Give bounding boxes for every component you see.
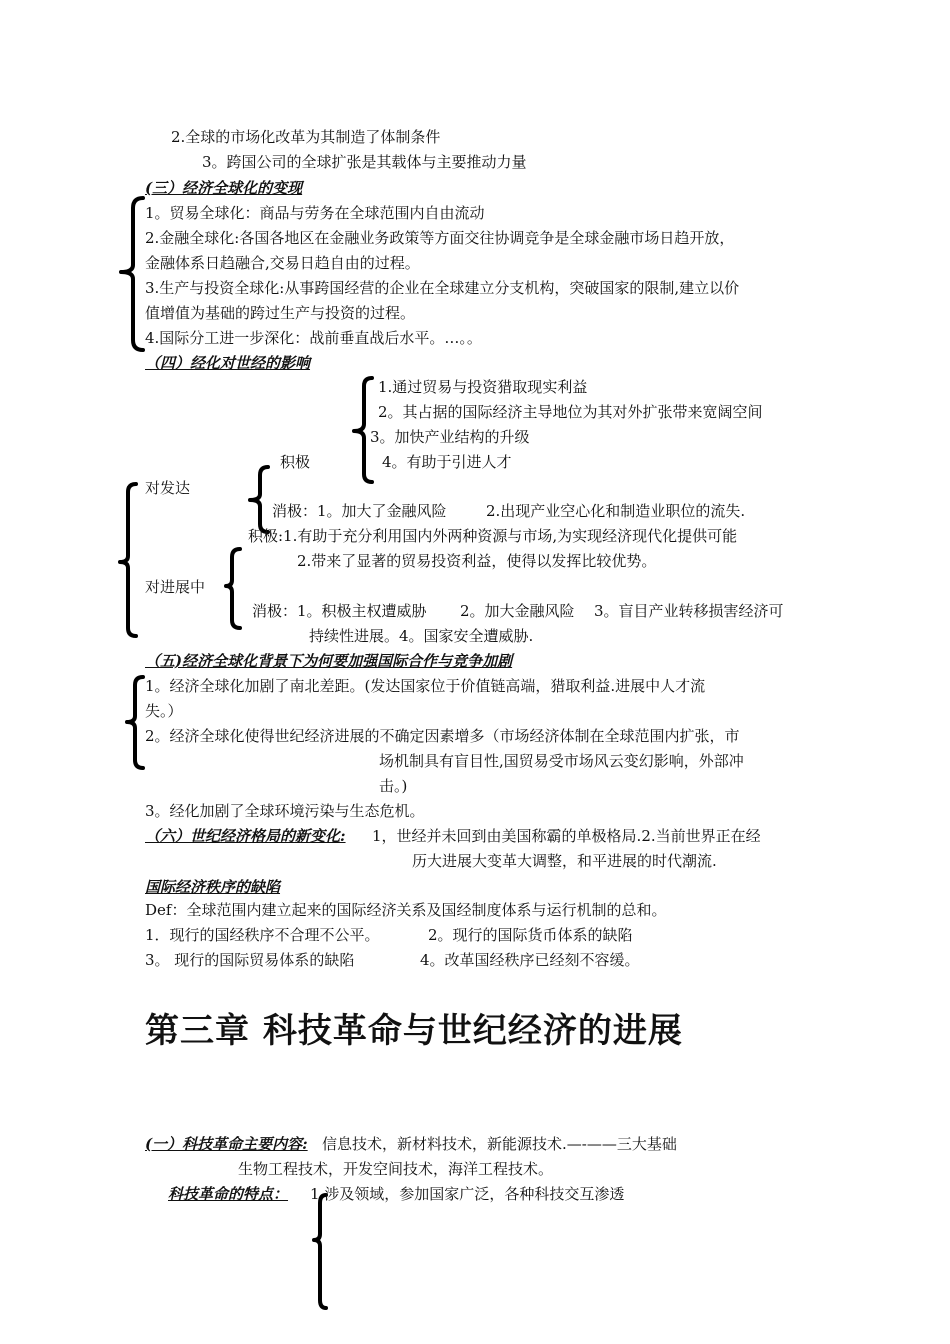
s5-uncertainty-a: 2。经济全球化使得世纪经济进展的不确定因素增多（市场经济体制在全球范围内扩张，市	[145, 727, 740, 745]
order-item-4: 4。改革国经秩序已经刻不容缓。	[420, 951, 640, 969]
s5-gap-b: 失。）	[145, 702, 183, 720]
developing-negative-3: 3。盲目产业转移损害经济可	[594, 602, 784, 620]
s5-gap-a: 1。经济全球化加剧了南北差距。(发达国家位于价值链高端，猎取利益.进展中人才流	[145, 677, 706, 695]
s6-text-2: 历大进展大变革大调整，和平进展的时代潮流.	[412, 852, 717, 870]
tech-content-2: 生物工程技术，开发空间技术，海洋工程技术。	[238, 1160, 554, 1178]
dev-negative-2: 2.出现产业空心化和制造业职位的流失.	[486, 502, 746, 520]
developing-label: 对进展中	[145, 578, 206, 596]
brace-main-impact	[120, 484, 136, 636]
line-market-reform: 2.全球的市场化改革为其制造了体制条件	[171, 128, 441, 146]
developing-negative-4: 持续性进展。4。国家安全遭威胁.	[309, 627, 534, 645]
s5-environment: 3。经化加剧了全球环境污染与生态危机。	[145, 802, 425, 820]
brace-section3	[121, 198, 143, 350]
order-definition: Def：全球范围内建立起来的国际经济关系及国经制度体系与运行机制的总和。	[145, 901, 667, 919]
chapter-title: 第三章 科技革命与世纪经济的进展	[145, 1011, 683, 1051]
order-item-3: 3。 现行的国际贸易体系的缺陷	[145, 951, 355, 969]
line-multinationals: 3。跨国公司的全球扩张是其载体与主要推动力量	[202, 153, 527, 171]
heading-section5: （五)经济全球化背景下为何要加强国际合作与竞争加剧	[145, 652, 513, 670]
brace-features	[314, 1195, 326, 1308]
dev-positive-2: 2。其占据的国际经济主导地位为其对外扩张带来宽阔空间	[378, 403, 763, 421]
order-item-1: 1．现行的国经秩序不合理不公平。	[145, 926, 380, 944]
heading-section3: (三）经济全球化的变现	[145, 179, 303, 197]
dev-positive-label: 积极	[280, 453, 311, 471]
s5-uncertainty-b: 场机制具有盲目性,国贸易受市场风云变幻影响，外部冲	[379, 752, 744, 770]
heading-tech-content: (一）科技革命主要内容:	[145, 1135, 308, 1153]
developing-positive-2: 2.带来了显著的贸易投资利益，使得以发挥比较优势。	[297, 552, 657, 570]
heading-section6: （六）世纪经济格局的新变化:	[145, 827, 346, 845]
heading-section4: （四）经化对世经的影响	[145, 354, 311, 372]
s3-trade: 1。贸易全球化：商品与劳务在全球范围内自由流动	[145, 204, 485, 222]
dev-positive-3: 3。加快产业结构的升级	[370, 428, 530, 446]
brace-dev	[250, 467, 268, 532]
heading-order: 国际经济秩序的缺陷	[145, 878, 281, 896]
brace-section5	[127, 677, 143, 768]
developed-label: 对发达	[145, 479, 191, 497]
developing-positive-1: 积极:1.有助于充分利用国内外两种资源与市场,为实现经济现代化提供可能	[248, 527, 738, 545]
dev-negative-1: 消极：1。加大了金融风险	[272, 502, 447, 520]
s3-production-b: 值增值为基础的跨过生产与投资的过程。	[145, 304, 416, 322]
s6-text-1: 1，世经并未回到由美国称霸的单极格局.2.当前世界正在经	[372, 827, 761, 845]
s3-finance-a: 2.金融全球化:各国各地区在金融业务政策等方面交往协调竞争是全球金融市场日趋开放，	[145, 229, 735, 247]
s3-finance-b: 金融体系日趋融合,交易日趋自由的过程。	[145, 254, 420, 272]
dev-positive-4: 4。有助于引进人才	[382, 453, 512, 471]
tech-feature-1: 1 涉及领域，参加国家广泛，各种科技交互渗透	[310, 1185, 625, 1203]
developing-negative-1: 消极：1。积极主权遭威胁	[252, 602, 427, 620]
s3-production-a: 3.生产与投资全球化:从事跨国经营的企业在全球建立分支机构，突破国家的限制,建立以价	[145, 279, 740, 297]
dev-positive-1: 1.通过贸易与投资猎取现实利益	[378, 378, 588, 396]
heading-tech-features: 科技革命的特点：	[168, 1185, 289, 1203]
tech-content-1: 信息技术，新材料技术，新能源技术.—-——三大基础	[322, 1135, 677, 1153]
brace-developing	[226, 549, 240, 628]
developing-negative-2: 2。加大金融风险	[460, 602, 575, 620]
s3-division: 4.国际分工进一步深化：战前垂直战后水平。…。。	[145, 329, 482, 347]
order-item-2: 2。现行的国际货币体系的缺陷	[428, 926, 633, 944]
s5-uncertainty-c: 击。)	[379, 777, 408, 795]
